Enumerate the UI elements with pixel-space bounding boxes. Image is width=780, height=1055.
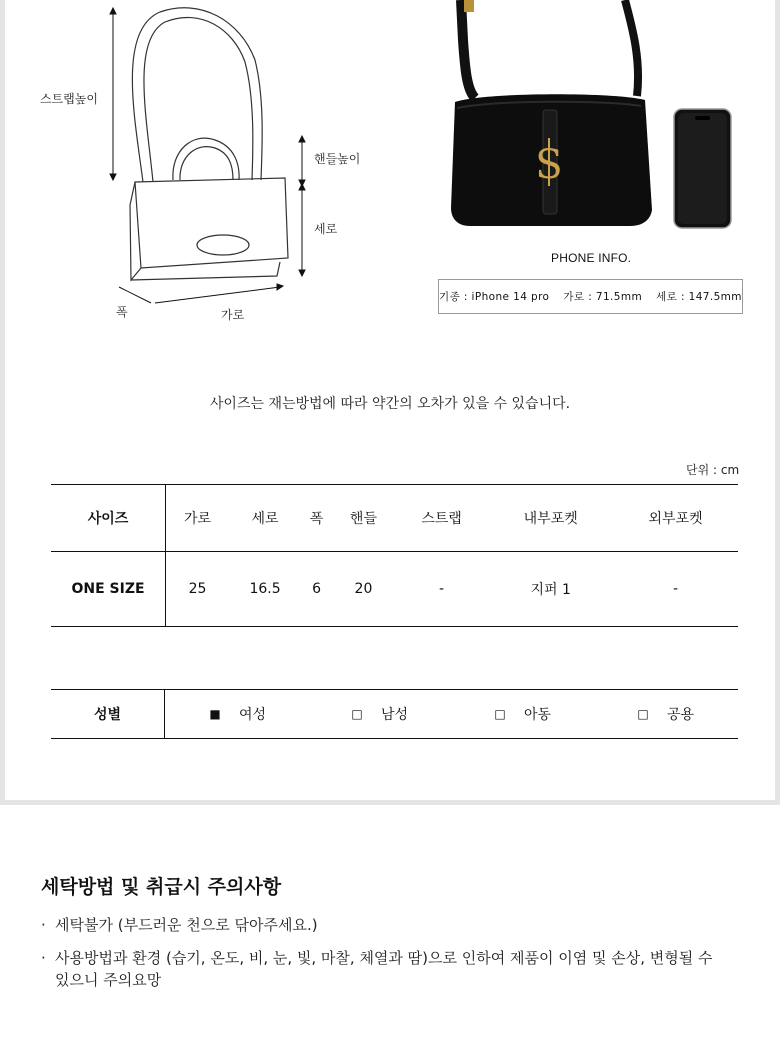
header-size: 사이즈 — [51, 485, 166, 552]
gender-option-unisex — [637, 704, 694, 724]
cell-height: 16.5 — [249, 581, 281, 597]
phone-width: 가로 : 71.5mm — [563, 291, 643, 303]
header-inner-pocket: 내부포켓 — [523, 511, 578, 527]
gender-option-kids — [494, 704, 551, 724]
phone-image — [673, 108, 733, 230]
height-label: 세로 — [314, 222, 338, 236]
cell-size: ONE SIZE — [51, 552, 166, 627]
header-strap: 스트랩 — [421, 511, 462, 527]
size-table — [51, 484, 738, 627]
care-list — [41, 914, 731, 1002]
table-row — [51, 552, 738, 627]
gender-option-female — [209, 704, 266, 724]
depth-label: 폭 — [116, 305, 128, 319]
cell-strap: - — [438, 581, 445, 597]
gender-option-label: 여성 — [239, 707, 267, 723]
empty-box-icon: □ — [637, 707, 649, 721]
cell-handle: 20 — [354, 581, 373, 597]
gender-option-label: 아동 — [524, 707, 552, 723]
care-title: 세탁방법 및 취급시 주의사항 — [41, 876, 282, 898]
empty-box-icon: □ — [494, 707, 506, 721]
cell-inner-pocket: 지퍼 1 — [530, 582, 571, 598]
cell-width: 25 — [188, 581, 207, 597]
header-depth: 폭 — [309, 511, 324, 527]
phone-model: 기종 : iPhone 14 pro — [439, 291, 550, 303]
gender-table — [51, 689, 738, 739]
gender-option-male — [351, 704, 408, 724]
measure-lines — [5, 0, 325, 320]
phone-height: 세로 : 147.5mm — [656, 291, 742, 303]
header-outer-pocket: 외부포켓 — [648, 511, 703, 527]
empty-box-icon: □ — [351, 707, 363, 721]
phone-spec-box — [438, 279, 743, 314]
size-table-header — [51, 485, 738, 552]
list-item: · 세탁불가 (부드러운 천으로 닦아주세요.) — [41, 914, 731, 936]
svg-text:S: S — [535, 142, 563, 188]
width-label: 가로 — [221, 308, 245, 322]
measurement-notice: 사이즈는 재는방법에 따라 약간의 오차가 있을 수 있습니다. — [209, 396, 571, 412]
bag-photo — [445, 0, 660, 235]
unit-label: 단위 : cm — [686, 463, 740, 477]
header-height: 세로 — [251, 511, 279, 527]
cell-outer-pocket: - — [673, 581, 679, 597]
gender-option-label: 남성 — [381, 707, 409, 723]
strap-height-label: 스트랩높이 — [40, 92, 98, 106]
handle-height-label: 핸들높이 — [314, 152, 361, 166]
cell-depth: 6 — [312, 581, 322, 597]
list-item: · 사용방법과 환경 (습기, 온도, 비, 눈, 빛, 마찰, 체열과 땀)으로 인하여 제품이 이염 및 손상, 변형될 수 있으니 주의요망 — [41, 947, 731, 991]
header-width: 가로 — [184, 511, 212, 527]
checked-box-icon: ■ — [209, 707, 221, 721]
gender-option-label: 공용 — [667, 707, 695, 723]
phone-info-title: PHONE INFO. — [551, 251, 632, 265]
header-handle: 핸들 — [349, 511, 377, 527]
gender-label: 성별 — [51, 690, 165, 738]
